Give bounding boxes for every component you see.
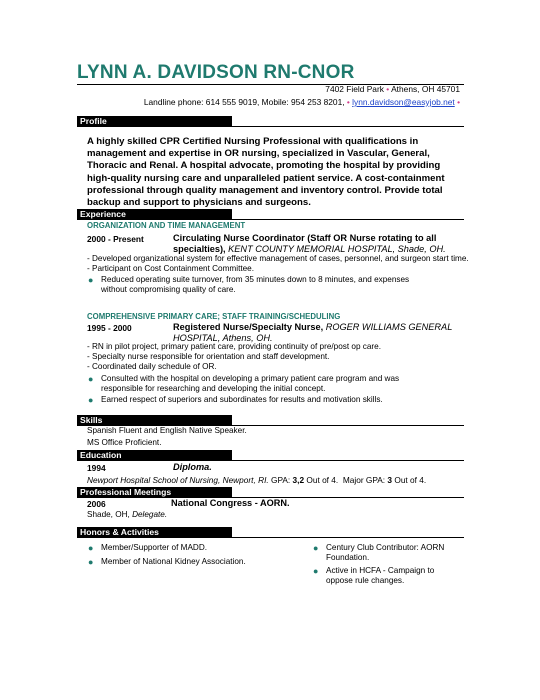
job-title <box>173 322 453 343</box>
city-state-zip: Athens, OH 45701 <box>391 84 460 94</box>
section-honors <box>77 527 464 538</box>
candidate-name: LYNN A. DAVIDSON RN-CNOR <box>77 62 355 83</box>
section-title: Professional Meetings <box>77 487 232 498</box>
section-title: Education <box>77 450 232 461</box>
job-employer: ROGER WILLIAMS GENERAL HOSPITAL, Athens, OH. <box>173 322 453 343</box>
separator-dot: • <box>386 84 390 94</box>
honor-item: ● Active in HCFA - Campaign to oppose rule changes. <box>313 566 435 585</box>
honor-item: ● Century Club Contributor: AORN Foundation. <box>313 543 445 562</box>
job-employer: KENT COUNTY MEMORIAL HOSPITAL, Shade, OH. <box>228 243 446 254</box>
meeting-location: Shade, OH, Delegate. <box>87 510 168 519</box>
bullet-icon: ● <box>88 275 94 285</box>
skill-item: MS Office Proficient. <box>87 438 162 447</box>
education-degree: Diploma. <box>173 462 212 472</box>
job-title <box>173 233 453 254</box>
experience-category: COMPREHENSIVE PRIMARY CARE; STAFF TRAINING/SCHEDULING <box>87 312 341 321</box>
address-line <box>325 84 460 94</box>
skill-item: Spanish Fluent and English Native Speaker. <box>87 426 247 435</box>
section-title: Experience <box>77 209 232 220</box>
section-skills <box>77 415 464 426</box>
meeting-event: National Congress - AORN. <box>171 498 290 508</box>
bullet-icon: ● <box>88 543 94 553</box>
section-education <box>77 450 464 461</box>
section-title: Honors & Activities <box>77 527 232 538</box>
contact-line <box>144 97 460 107</box>
meeting-year: 2006 <box>87 499 106 509</box>
section-experience <box>77 209 464 220</box>
street-address: 7402 Field Park <box>325 84 384 94</box>
job-duty: - Developed organizational system for effective management of cases, personnel, and surgeon start time. <box>87 254 469 263</box>
section-profile <box>77 116 464 127</box>
section-title: Profile <box>77 116 232 127</box>
email-link[interactable]: lynn.davidson@easyjob.net <box>352 97 455 107</box>
meeting-role: Delegate. <box>132 510 168 519</box>
section-meetings <box>77 487 464 498</box>
education-year: 1994 <box>87 463 106 473</box>
profile-summary: A highly skilled CPR Certified Nursing Professional with qualifications in management and expertise in OR nursing, specialized in Vascular, General, Thoracic and Renal. A hospital advocate, promoting the hospital by providing high-quality nursing care and unparalleled patient service. A cost-containment professional through quality management and inventory control. Provide total backup and support to physicians and surgeons. <box>87 136 445 209</box>
separator-dot: • <box>457 97 460 107</box>
job-duty: - Specialty nurse responsible for orientation and staff development. <box>87 352 330 361</box>
job-achievement: ● Consulted with the hospital on developing a primary patient care program and was responsible for researching and developing the initial concept. <box>88 374 400 393</box>
job-position: Registered Nurse/Specialty Nurse, <box>173 322 324 332</box>
phone-numbers: Landline phone: 614 555 9019, Mobile: 954 253 8201, <box>143 97 345 107</box>
honor-item: ● Member/Supporter of MADD. <box>88 543 208 553</box>
job-dates: 1995 - 2000 <box>87 323 132 333</box>
bullet-icon: ● <box>88 557 94 567</box>
bullet-icon: ● <box>313 566 319 576</box>
bullet-icon: ● <box>88 374 94 384</box>
gpa-value: 3,2 <box>292 475 305 485</box>
job-position: Circulating Nurse Coordinator (Staff OR Nurse rotating to all specialties), <box>173 233 437 254</box>
experience-category: ORGANIZATION AND TIME MANAGEMENT <box>87 221 246 230</box>
job-achievement: ● Earned respect of superiors and subordinates for results and motivation skills. <box>88 395 383 405</box>
bullet-icon: ● <box>88 395 94 405</box>
job-duty: - Participant on Cost Containment Committee. <box>87 264 255 273</box>
school-name: Newport Hospital School of Nursing, Newport, RI. <box>87 475 269 485</box>
separator-dot: • <box>346 97 350 107</box>
bullet-icon: ● <box>313 543 319 553</box>
job-duty: - RN in pilot project, primary patient care, providing continuity of pre/post op care. <box>87 342 381 351</box>
education-school-line: Newport Hospital School of Nursing, Newport, RI. GPA: 3,2 Out of 4. Major GPA: 3 Out of 4. <box>87 475 427 485</box>
major-gpa-value: 3 <box>387 475 393 485</box>
section-title: Skills <box>77 415 232 426</box>
job-duty: - Coordinated daily schedule of OR. <box>87 362 217 371</box>
honor-item: ● Member of National Kidney Association. <box>88 557 246 567</box>
job-achievement: ● Reduced operating suite turnover, from 35 minutes down to 8 minutes, and expenses without compromising quality of care. <box>88 275 410 294</box>
job-dates: 2000 - Present <box>87 234 144 244</box>
